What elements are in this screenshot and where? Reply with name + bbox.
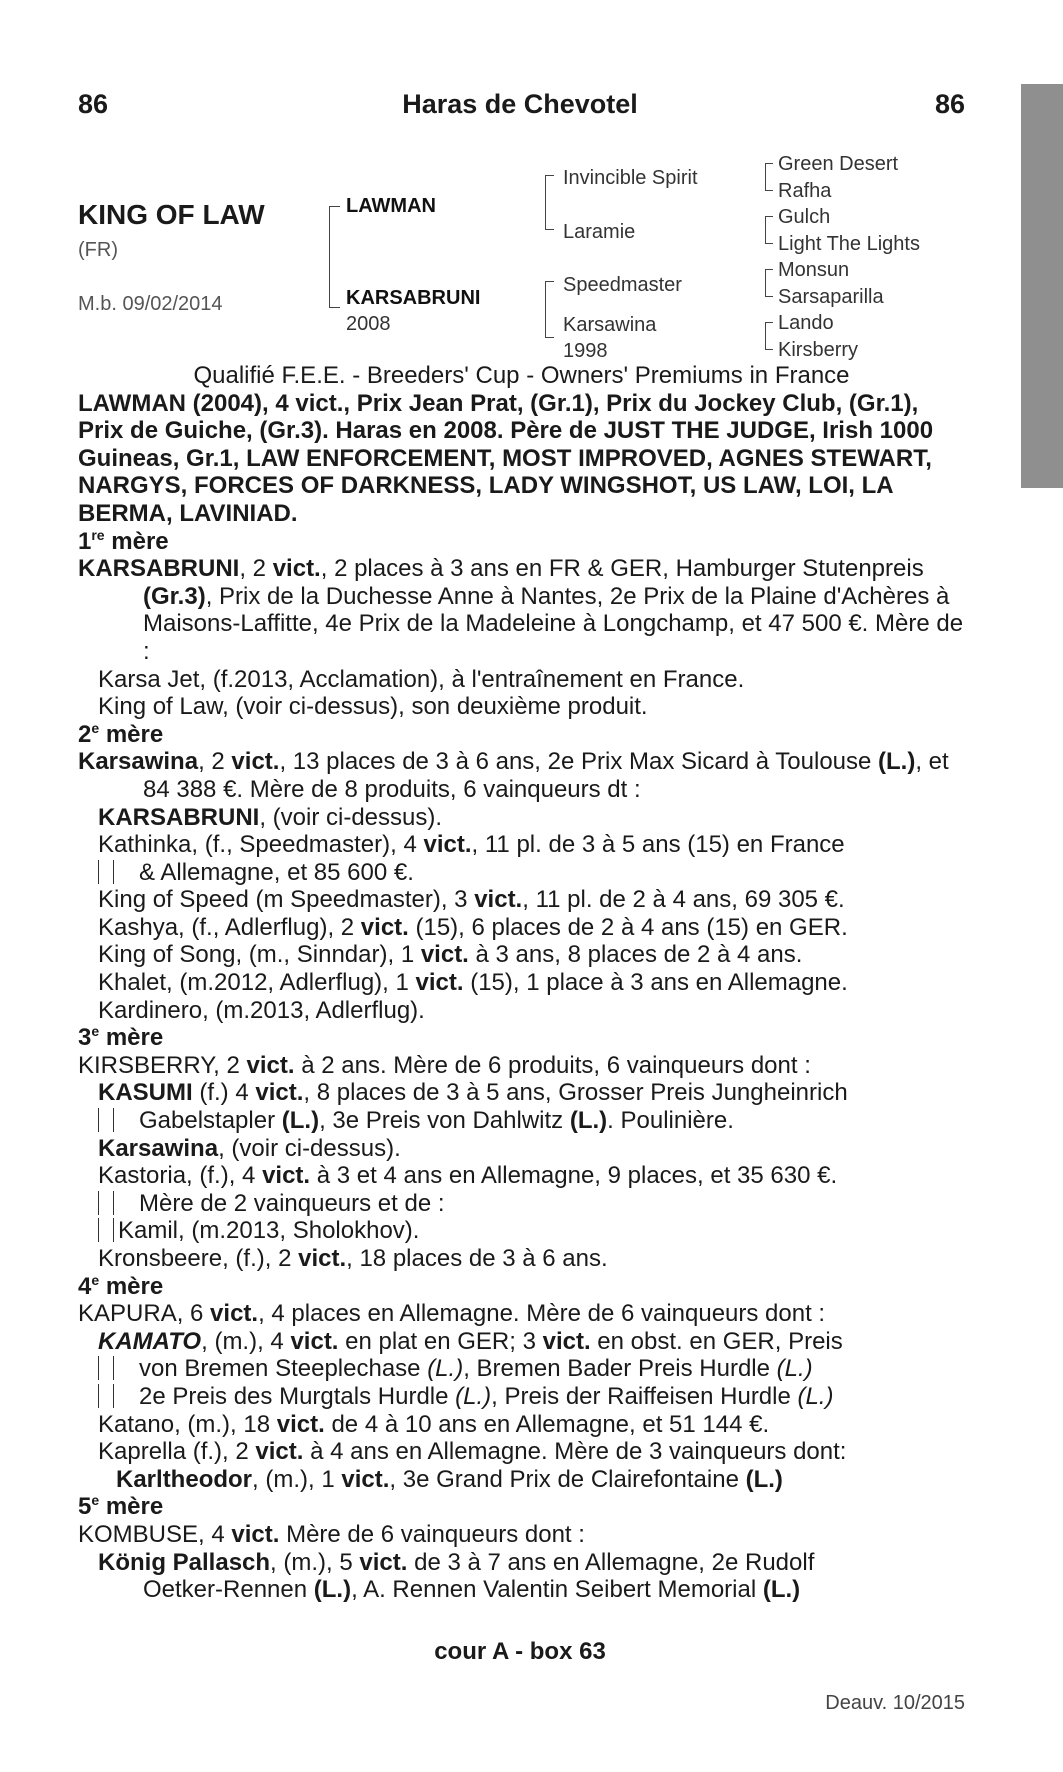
pedigree-sds: Gulch bbox=[778, 206, 831, 228]
produce-kashya: Kashya, (f., Adlerflug), 2 vict. (15), 6 places de 2 à 4 ans (15) en GER. bbox=[98, 913, 848, 941]
footer-sale: Deauv. 10/2015 bbox=[825, 1692, 965, 1714]
third-dam-entry: KIRSBERRY, 2 vict. à 2 ans. Mère de 6 produits, 6 vainqueurs dont : bbox=[78, 1051, 811, 1079]
produce-kathinka: Kathinka, (f., Speedmaster), 4 vict., 11 pl. de 3 à 5 ans (15) en France bbox=[98, 831, 845, 859]
pedigree-sd: Laramie bbox=[563, 221, 636, 243]
pedigree-bracket-g3-4 bbox=[765, 322, 773, 350]
pedigree-sss: Green Desert bbox=[778, 153, 899, 175]
footer-location: cour A - box 63 bbox=[434, 1638, 606, 1665]
pedigree-dds: Lando bbox=[778, 312, 834, 334]
produce-king-of-speed: King of Speed (m Speedmaster), 3 vict., 11 pl. de 2 à 4 ans, 69 305 €. bbox=[98, 886, 845, 914]
pedigree-ds: Speedmaster bbox=[563, 274, 682, 296]
pedigree-dss: Monsun bbox=[778, 259, 850, 281]
produce-karltheodor: Karltheodor, (m.), 1 vict., 3e Grand Prix de Clairefontaine (L.) bbox=[116, 1465, 783, 1493]
produce-konig-pallasch-cont: Oetker-Rennen (L.), A. Rennen Valentin Seibert Memorial (L.) bbox=[143, 1576, 801, 1604]
horse-origin: (FR) bbox=[78, 239, 118, 261]
pedigree-sdd: Light The Lights bbox=[778, 233, 920, 255]
second-dam-entry: Karsawina, 2 vict., 13 places de 3 à 6 ans, 2e Prix Max Sicard à Toulouse (L.), et 84 388 €. Mère de 8 produits, 6 vainqueurs dt : bbox=[78, 748, 949, 803]
page-edge-tab bbox=[1021, 84, 1063, 488]
pedigree-bracket-g3-2 bbox=[765, 216, 773, 244]
section-fourth-dam: 4e mère bbox=[78, 1271, 164, 1300]
pedigree-dsd: Sarsaparilla bbox=[778, 286, 884, 308]
horse-name: KING OF LAW bbox=[78, 199, 265, 230]
pedigree-bracket-g3-3 bbox=[765, 269, 773, 297]
produce-kamato: KAMATO, (m.), 4 vict. en plat en GER; 3 vict. en obst. en GER, Preis bbox=[98, 1327, 843, 1355]
pedigree-ddd: Kirsberry bbox=[778, 339, 859, 361]
produce-kamato-cont-1: von Bremen Steeplechase (L.), Bremen Bader Preis Hurdle (L.) bbox=[78, 1355, 965, 1383]
produce-kasumi-cont: Gabelstapler (L.), 3e Preis von Dahlwitz (L.). Poulinière. bbox=[78, 1107, 965, 1135]
continuation-bar bbox=[98, 1356, 114, 1380]
continuation-bar bbox=[98, 860, 114, 884]
produce-karsabruni: KARSABRUNI, (voir ci-dessus). bbox=[98, 803, 443, 831]
sire-description: LAWMAN (2004), 4 vict., Prix Jean Prat, (Gr.1), Prix du Jockey Club, (Gr.1), Prix de Guiche, (Gr.3). Haras en 2008. Père de JUST THE JUDGE, Irish 1000 Guineas, Gr.1, LAW ENFORCEMENT, MOST IMPROVED, AGNES STEWART, NARGYS, FORCES OF DARKNESS, LADY WINGSHOT, US LAW, LOI, LA BERMA, LAVINIAD. bbox=[78, 389, 934, 527]
qualification-line: Qualifié F.E.E. - Breeders' Cup - Owners' Premiums in France bbox=[193, 362, 850, 389]
horse-info: M.b. 09/02/2014 bbox=[78, 293, 223, 315]
continuation-bar bbox=[98, 1384, 114, 1408]
section-third-dam: 3e mère bbox=[78, 1023, 164, 1052]
page-number-left: 86 bbox=[78, 89, 109, 119]
pedigree-bracket-g2-top bbox=[545, 175, 554, 230]
produce-kasumi: KASUMI (f.) 4 vict., 8 places de 3 à 5 ans, Grosser Preis Jungheinrich bbox=[98, 1079, 848, 1107]
pedigree-dam: KARSABRUNI bbox=[346, 287, 481, 309]
section-fifth-dam: 5e mère bbox=[78, 1492, 164, 1521]
pedigree-bracket-g2-bottom bbox=[545, 281, 554, 338]
produce-khalet: Khalet, (m.2012, Adlerflug), 1 vict. (15), 1 place à 3 ans en Allemagne. bbox=[98, 969, 848, 997]
produce-kronsbeere: Kronsbeere, (f.), 2 vict., 18 places de 3 à 6 ans. bbox=[98, 1245, 608, 1272]
catalogue-body bbox=[78, 362, 965, 1604]
pedigree-dd: Karsawina bbox=[563, 314, 657, 336]
pedigree-dam-year: 2008 bbox=[346, 313, 391, 335]
section-second-dam: 2e mère bbox=[78, 719, 164, 748]
fifth-dam-entry: KOMBUSE, 4 vict. Mère de 6 vainqueurs dont : bbox=[78, 1520, 585, 1548]
produce-konig-pallasch: König Pallasch, (m.), 5 vict. de 3 à 7 ans en Allemagne, 2e Rudolf bbox=[98, 1548, 815, 1576]
continuation-bar bbox=[98, 1191, 114, 1215]
produce-kathinka-cont: & Allemagne, et 85 600 €. bbox=[78, 859, 965, 887]
produce-king-of-law: King of Law, (voir ci-dessus), son deuxième produit. bbox=[98, 693, 648, 721]
page-title: Haras de Chevotel bbox=[402, 89, 638, 119]
continuation-bar bbox=[98, 1108, 114, 1132]
first-dam-entry: KARSABRUNI, 2 vict., 2 places à 3 ans en FR & GER, Hamburger Stutenpreis (Gr.3), Prix de la Duchesse Anne à Nantes, 2e Prix de la Plaine d'Achères à Maisons-Laffitte, 4e Prix de la Madeleine à Longchamp, et 47 500 €. Mère de : bbox=[78, 555, 964, 665]
pedigree-bracket-g3-1 bbox=[765, 163, 773, 191]
pedigree-dd-year: 1998 bbox=[563, 340, 608, 362]
pedigree-sire: LAWMAN bbox=[346, 195, 436, 217]
section-first-dam: 1re mère bbox=[78, 526, 169, 555]
produce-katano: Katano, (m.), 18 vict. de 4 à 10 ans en Allemagne, et 51 144 €. bbox=[98, 1410, 770, 1438]
pedigree-ssd: Rafha bbox=[778, 180, 832, 202]
produce-kastoria-cont: Mère de 2 vainqueurs et de : bbox=[78, 1190, 965, 1218]
pedigree-ss: Invincible Spirit bbox=[563, 167, 698, 189]
produce-kardinero: Kardinero, (m.2013, Adlerflug). bbox=[98, 996, 425, 1024]
produce-karsawina: Karsawina, (voir ci-dessus). bbox=[98, 1134, 401, 1162]
produce-kamil: Kamil, (m.2013, Sholokhov). bbox=[78, 1217, 965, 1245]
pedigree-bracket-g1 bbox=[329, 206, 340, 308]
produce-karsa-jet: Karsa Jet, (f.2013, Acclamation), à l'entraînement en France. bbox=[98, 665, 745, 693]
produce-kastoria: Kastoria, (f.), 4 vict. à 3 et 4 ans en Allemagne, 9 places, et 35 630 €. bbox=[98, 1162, 838, 1190]
page-number-right: 86 bbox=[934, 89, 965, 119]
fourth-dam-entry: KAPURA, 6 vict., 4 places en Allemagne. Mère de 6 vainqueurs dont : bbox=[78, 1300, 826, 1328]
produce-kamato-cont-2: 2e Preis des Murgtals Hurdle (L.), Preis der Raiffeisen Hurdle (L.) bbox=[78, 1383, 965, 1411]
continuation-bar bbox=[98, 1218, 114, 1242]
produce-kaprella: Kaprella (f.), 2 vict. à 4 ans en Allemagne. Mère de 3 vainqueurs dont: bbox=[98, 1438, 847, 1466]
produce-king-of-song: King of Song, (m., Sinndar), 1 vict. à 3 ans, 8 places de 2 à 4 ans. bbox=[98, 941, 803, 969]
